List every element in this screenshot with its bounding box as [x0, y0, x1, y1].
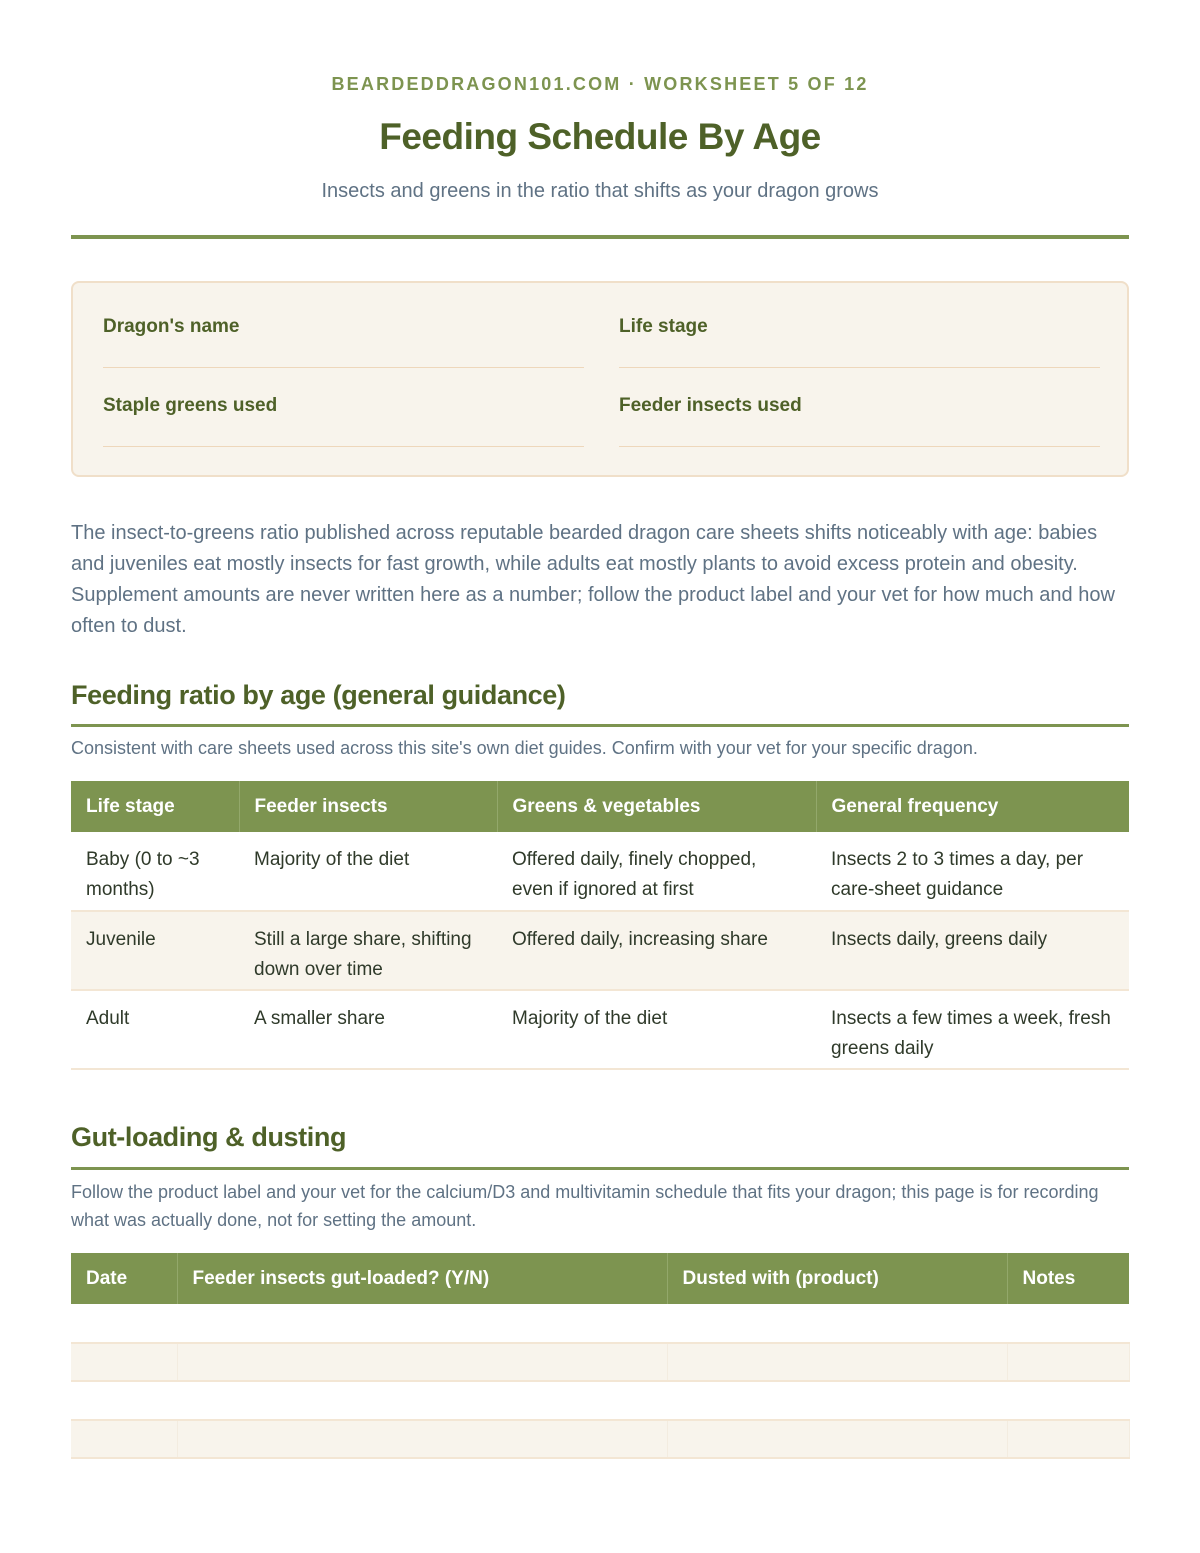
- table-header-row: [71, 1253, 1129, 1304]
- gut-section-heading: Gut-loading & dusting: [71, 1122, 347, 1152]
- header-divider: [71, 235, 1129, 239]
- table-cell: Baby (0 to ~3 months): [71, 832, 239, 911]
- table-row: [71, 832, 1129, 911]
- notes-entry-cell[interactable]: [1007, 1381, 1129, 1420]
- ratio-section-note: Consistent with care sheets used across this site's own diet guides. Confirm with your vet for your specific dragon.: [71, 738, 978, 758]
- staple-greens-label: Staple greens used: [103, 395, 278, 416]
- gut-section-note: Follow the product label and your vet for the calcium/D3 and multivitamin schedule that fits your dragon; this page is for recording what was actually done, not for setting the amount.: [71, 1182, 1099, 1230]
- gut-loaded-entry-cell[interactable]: [177, 1381, 667, 1420]
- gut-loaded-entry-cell[interactable]: [177, 1304, 667, 1343]
- life-stage-field[interactable]: [619, 316, 1100, 368]
- column-header-feeder-insects: Feeder insects: [239, 781, 497, 832]
- dusted-with-entry-cell[interactable]: [667, 1381, 1007, 1420]
- gut-loaded-entry-cell[interactable]: [177, 1420, 667, 1459]
- column-header-life-stage: Life stage: [71, 781, 239, 832]
- column-header-greens: Greens & vegetables: [497, 781, 816, 832]
- date-entry-cell[interactable]: [71, 1343, 177, 1382]
- life-stage-label: Life stage: [619, 316, 708, 337]
- column-header-dusted-with: Dusted with (product): [667, 1253, 1007, 1304]
- table-cell: Juvenile: [71, 911, 239, 990]
- table-cell: Insects daily, greens daily: [816, 911, 1129, 990]
- table-cell: Offered daily, finely chopped, even if ignored at first: [497, 832, 816, 911]
- gut-loaded-entry-cell[interactable]: [177, 1343, 667, 1382]
- intro-paragraph: The insect-to-greens ratio published across reputable bearded dragon care sheets shifts noticeably with age: babies and juveniles eat mostly insects for fast growth, while adults eat mostly plants to avoid excess protein and obesity. Supplement amounts are never written here as a number; follow the product label and your vet for how much and how often to dust.: [71, 522, 1115, 637]
- date-entry-cell[interactable]: [71, 1381, 177, 1420]
- dragon-name-field[interactable]: [103, 316, 584, 368]
- page-title: Feeding Schedule By Age: [379, 116, 821, 157]
- date-entry-cell[interactable]: [71, 1304, 177, 1343]
- page-subtitle: Insects and greens in the ratio that shifts as your dragon grows: [321, 180, 879, 202]
- notes-entry-cell[interactable]: [1007, 1343, 1129, 1382]
- log-entry-row: [71, 1420, 1129, 1459]
- table-cell: A smaller share: [239, 990, 497, 1069]
- notes-entry-cell[interactable]: [1007, 1304, 1129, 1343]
- gut-section-divider: [71, 1167, 1129, 1170]
- table-row: [71, 911, 1129, 990]
- feeding-ratio-table: [71, 781, 1129, 1070]
- table-cell: Majority of the diet: [497, 990, 816, 1069]
- ratio-section-divider: [71, 724, 1129, 727]
- table-cell: Insects a few times a week, fresh greens daily: [816, 990, 1129, 1069]
- table-cell: Majority of the diet: [239, 832, 497, 911]
- log-entry-row: [71, 1381, 1129, 1420]
- dragon-name-writing-line[interactable]: [103, 367, 584, 368]
- table-cell: Adult: [71, 990, 239, 1069]
- dusted-with-entry-cell[interactable]: [667, 1420, 1007, 1459]
- table-header-row: [71, 781, 1129, 832]
- feeder-insects-label: Feeder insects used: [619, 395, 802, 416]
- dragon-info-box: [71, 281, 1129, 477]
- feeder-insects-writing-line[interactable]: [619, 446, 1100, 447]
- table-cell: Offered daily, increasing share: [497, 911, 816, 990]
- worksheet-kicker: BEARDEDDRAGON101.COM · WORKSHEET 5 OF 12: [331, 74, 869, 94]
- life-stage-writing-line[interactable]: [619, 367, 1100, 368]
- column-header-gut-loaded: Feeder insects gut-loaded? (Y/N): [177, 1253, 667, 1304]
- feeder-insects-field[interactable]: [619, 395, 1100, 447]
- dusted-with-entry-cell[interactable]: [667, 1304, 1007, 1343]
- dragon-name-label: Dragon's name: [103, 316, 240, 337]
- column-header-notes: Notes: [1007, 1253, 1129, 1304]
- dusted-with-entry-cell[interactable]: [667, 1343, 1007, 1382]
- column-header-frequency: General frequency: [816, 781, 1129, 832]
- date-entry-cell[interactable]: [71, 1420, 177, 1459]
- log-entry-row: [71, 1343, 1129, 1382]
- table-cell: Still a large share, shifting down over time: [239, 911, 497, 990]
- staple-greens-writing-line[interactable]: [103, 446, 584, 447]
- table-cell: Insects 2 to 3 times a day, per care-sheet guidance: [816, 832, 1129, 911]
- ratio-section-heading: Feeding ratio by age (general guidance): [71, 680, 566, 710]
- staple-greens-field[interactable]: [103, 395, 584, 447]
- table-row: [71, 990, 1129, 1069]
- gut-loading-log-table: [71, 1253, 1130, 1459]
- column-header-date: Date: [71, 1253, 177, 1304]
- log-entry-row: [71, 1304, 1129, 1343]
- notes-entry-cell[interactable]: [1007, 1420, 1129, 1459]
